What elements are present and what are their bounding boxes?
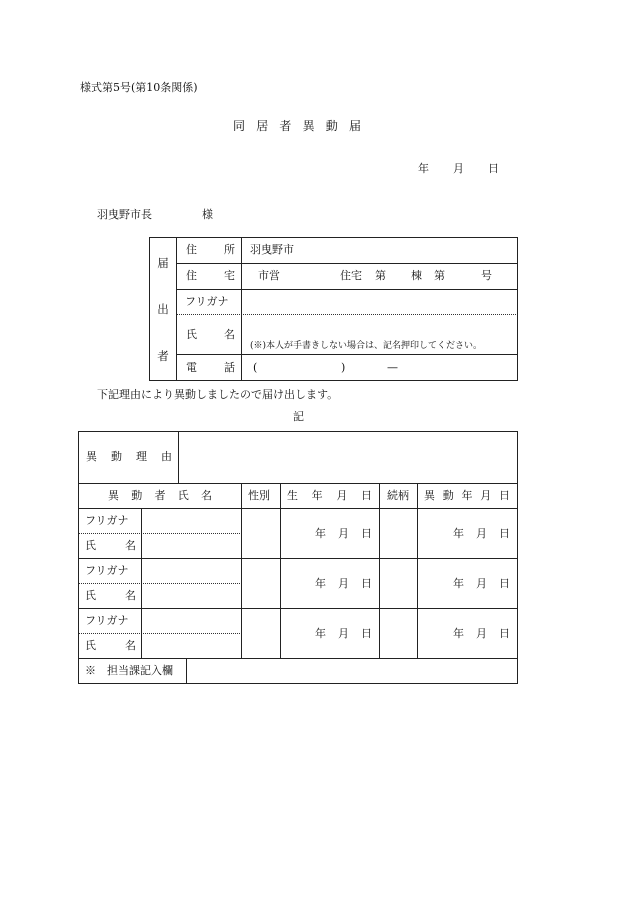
date-mark: 月 (338, 627, 349, 640)
date-year: 年 (418, 162, 429, 175)
label-char: 動 (111, 450, 122, 463)
label-char: 名 (224, 328, 235, 341)
phone-label (186, 362, 235, 373)
header-char: 異 (108, 489, 119, 502)
change-date-marks (453, 578, 510, 589)
date-month: 月 (453, 162, 464, 175)
change-date-marks (453, 528, 510, 539)
header-char: 名 (201, 489, 212, 502)
label-char: 住 (186, 243, 197, 256)
addressee-name: 羽曳野市長 (97, 208, 152, 221)
name-label (85, 590, 136, 601)
title-char: 同 (233, 119, 246, 133)
furigana-label: フリガナ (85, 564, 129, 577)
date-mark: 年 (315, 627, 326, 640)
header-char: 生 (287, 489, 298, 502)
address-label (186, 244, 235, 255)
label-char: 由 (161, 450, 172, 463)
date-mark: 月 (476, 527, 487, 540)
label-char: 氏 (85, 639, 96, 652)
header-char: 月 (480, 489, 492, 502)
label-char: 名 (125, 539, 136, 552)
date-mark: 年 (315, 577, 326, 590)
housing-jutaku: 住宅 (340, 269, 362, 282)
furigana-label: フリガナ (85, 514, 129, 527)
header-char: 氏 (177, 489, 189, 502)
header-sex: 性別 (248, 489, 270, 502)
side-label-char: 者 (157, 348, 169, 363)
date-mark: 月 (476, 627, 487, 640)
name-note: (※)本人が手書きしない場合は、記名押印してください。 (250, 341, 483, 351)
header-relation: 続柄 (387, 489, 409, 502)
date-mark: 年 (315, 527, 326, 540)
label-char: 理 (136, 450, 147, 463)
housing-go: 号 (481, 269, 492, 282)
date-mark: 月 (338, 577, 349, 590)
phone-open: ( (253, 361, 258, 374)
label-char: 名 (125, 589, 136, 602)
title-char: 居 (256, 119, 269, 133)
header-name (108, 490, 212, 501)
change-date-marks (453, 628, 510, 639)
statement: 下記理由により異動しましたので届け出します。 (97, 388, 339, 401)
header-birth (287, 490, 372, 501)
applicant-side-label (152, 258, 174, 362)
header-char: 日 (360, 489, 372, 502)
title-char: 動 (325, 119, 338, 133)
date-mark: 月 (476, 577, 487, 590)
date-mark: 日 (499, 527, 510, 540)
header-char: 日 (499, 489, 510, 502)
title-char: 異 (302, 119, 315, 133)
name-label (85, 640, 136, 651)
date-mark: 年 (453, 627, 464, 640)
label-char: 氏 (85, 589, 96, 602)
label-char: 所 (224, 243, 235, 256)
title-char: 届 (348, 119, 361, 133)
label-char: 宅 (224, 269, 235, 282)
header-char: 動 (442, 489, 454, 502)
header-char: 年 (311, 489, 323, 502)
date-mark: 年 (453, 577, 464, 590)
housing-mune: 棟 (411, 269, 422, 282)
label-char: 話 (224, 361, 235, 374)
label-char: 異 (86, 450, 97, 463)
phone-dash: — (387, 361, 398, 374)
addressee-honorific: 様 (202, 208, 213, 221)
date-mark: 日 (499, 577, 510, 590)
date-mark: 月 (338, 527, 349, 540)
form-number: 様式第5号(第10条関係) (80, 81, 198, 94)
header-change-date (424, 490, 510, 501)
label-char: 氏 (85, 539, 96, 552)
housing-dai: 第 (434, 269, 445, 282)
label-char: 名 (125, 639, 136, 652)
label-char: 住 (186, 269, 197, 282)
name-label (186, 329, 235, 340)
date-mark: 年 (453, 527, 464, 540)
label-char: 氏 (186, 328, 197, 341)
header-char: 年 (461, 489, 473, 502)
birth-date-marks (315, 578, 372, 589)
birth-date-marks (315, 628, 372, 639)
phone-close: ) (341, 361, 346, 374)
birth-date-marks (315, 528, 372, 539)
date-mark: 日 (361, 627, 372, 640)
header-char: 動 (131, 489, 143, 502)
office-note: ※ 担当課記入欄 (85, 664, 173, 677)
date-day: 日 (488, 162, 499, 175)
furigana-label: フリガナ (85, 614, 129, 627)
name-label (85, 540, 136, 551)
side-label-char: 出 (157, 302, 169, 317)
date-mark: 日 (499, 627, 510, 640)
date-mark: 日 (361, 577, 372, 590)
label-char: 電 (186, 361, 197, 374)
housing-label (186, 270, 235, 281)
header-char: 異 (424, 489, 435, 502)
address-value: 羽曳野市 (250, 243, 294, 256)
furigana-label: フリガナ (185, 295, 229, 308)
housing-city: 市営 (258, 269, 280, 282)
housing-dai: 第 (375, 269, 386, 282)
side-label-char: 届 (157, 256, 169, 270)
date-mark: 日 (361, 527, 372, 540)
header-char: 者 (154, 489, 166, 502)
ki-mark: 記 (293, 410, 304, 423)
header-char: 月 (336, 489, 348, 502)
form-title (233, 120, 361, 132)
title-char: 者 (279, 119, 292, 133)
reason-label (86, 451, 172, 462)
